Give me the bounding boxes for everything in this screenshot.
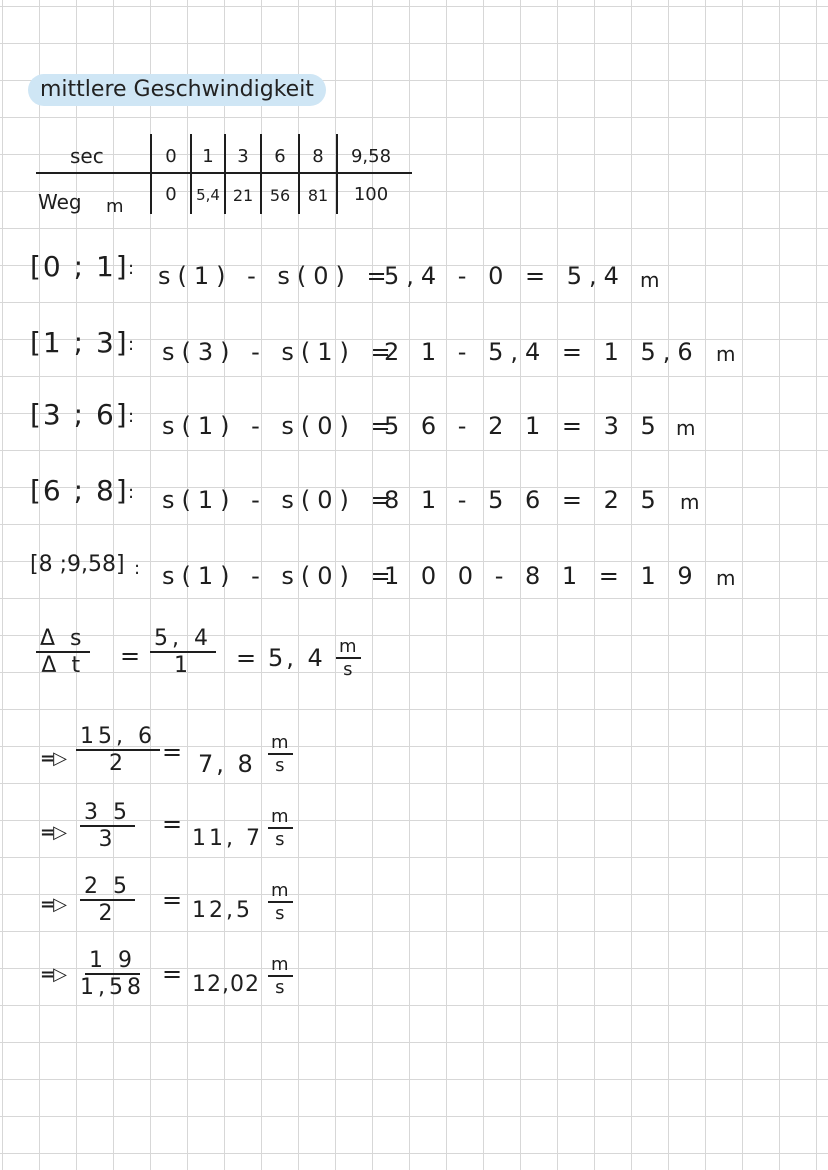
result-value: 12,02 — [192, 972, 260, 997]
equals-sign: = — [120, 642, 144, 670]
table-cell-time: 8 — [312, 146, 324, 167]
fraction-denominator: 1,58 — [80, 975, 145, 1000]
interval-lhs: s(3) - s(1) = — [162, 338, 398, 366]
interval-separator: : — [128, 258, 142, 279]
result-fraction — [80, 800, 135, 852]
result-fraction — [76, 724, 160, 776]
unit-numerator: m — [336, 636, 361, 659]
interval-expression: 5 6 - 2 1 = 3 5 — [384, 412, 663, 440]
interval-lhs: s(1) - s(0) = — [162, 412, 398, 440]
interval-separator: : — [128, 406, 142, 427]
implies-arrow: =▷ — [40, 964, 65, 985]
interval-label: [6 ; 8] — [30, 474, 129, 507]
fraction-numerator: 15, 6 — [76, 724, 160, 751]
fraction-numerator: 5, 4 — [150, 626, 216, 653]
interval-label: [1 ; 3] — [30, 326, 129, 359]
result-fraction — [76, 948, 149, 1000]
equals-sign: = — [162, 738, 186, 766]
unit-numerator: m — [268, 806, 293, 829]
delta-fraction — [36, 626, 90, 678]
table-cell-distance: 81 — [307, 186, 329, 205]
result-value: 11, 7 — [192, 826, 263, 851]
unit-denominator: s — [275, 977, 286, 998]
unit-denominator: s — [275, 903, 286, 924]
interval-label: [3 ; 6] — [30, 398, 129, 431]
table-row-label-sec: sec — [70, 144, 104, 168]
table-row-unit: m — [106, 196, 124, 217]
unit-fraction — [336, 636, 361, 680]
implies-arrow: =▷ — [40, 748, 65, 769]
interval-separator: : — [128, 334, 142, 355]
table-cell-distance: 21 — [232, 186, 254, 205]
unit-denominator: s — [275, 829, 286, 850]
interval-lhs: s(1) - s(0) = — [158, 262, 394, 290]
implies-arrow: =▷ — [40, 894, 65, 915]
delta-t: Δ t — [41, 653, 85, 678]
table-cell-time: 1 — [202, 146, 214, 167]
equals-sign: = — [162, 960, 186, 988]
unit-numerator: m — [268, 732, 293, 755]
interval-unit: m — [640, 268, 667, 292]
table-column-line — [336, 134, 338, 214]
table-cell-distance: 56 — [269, 186, 291, 205]
fraction-numerator: 2 5 — [80, 874, 135, 901]
table-row-label-weg: Weg — [38, 190, 82, 214]
fraction-numerator: 3 5 — [80, 800, 135, 827]
value-fraction — [150, 626, 216, 678]
fraction-denominator: 1 — [173, 653, 192, 678]
fraction-denominator: 2 — [98, 901, 117, 926]
result-value: 7, 8 — [198, 750, 256, 778]
interval-expression: 2 1 - 5,4 = 1 5,6 — [384, 338, 700, 366]
table-cell-time: 6 — [274, 146, 286, 167]
unit-numerator: m — [268, 880, 293, 903]
equals-sign: = — [236, 644, 260, 672]
unit-denominator: s — [343, 659, 354, 680]
interval-lhs: s(1) - s(0) = — [162, 486, 398, 514]
result-value: 5, 4 — [268, 644, 326, 672]
table-axis-line — [150, 134, 152, 214]
delta-s: Δ s — [36, 626, 90, 653]
unit-numerator: m — [268, 954, 293, 977]
interval-separator: : — [128, 482, 142, 503]
interval-unit: m — [716, 566, 743, 590]
interval-expression: 8 1 - 5 6 = 2 5 — [384, 486, 663, 514]
unit-fraction — [268, 732, 293, 776]
interval-unit: m — [680, 490, 707, 514]
unit-fraction — [268, 954, 293, 998]
table-cell-distance: 0 — [165, 184, 177, 205]
interval-label: [8 ;9,58] — [30, 552, 125, 577]
interval-separator: : — [134, 558, 148, 579]
unit-fraction — [268, 806, 293, 850]
interval-expression: 5,4 - 0 = 5,4 — [384, 262, 626, 290]
interval-lhs: s(1) - s(0) = — [162, 562, 398, 590]
fraction-denominator: 2 — [108, 751, 127, 776]
page-title: mittlere Geschwindigkeit — [28, 74, 326, 106]
result-fraction — [80, 874, 135, 926]
table-cell-distance: 5,4 — [196, 186, 220, 204]
unit-denominator: s — [275, 755, 286, 776]
equals-sign: = — [162, 886, 186, 914]
interval-label: [0 ; 1] — [30, 250, 129, 283]
interval-unit: m — [676, 416, 703, 440]
interval-unit: m — [716, 342, 743, 366]
fraction-numerator: 1 9 — [85, 948, 140, 975]
implies-arrow: =▷ — [40, 822, 65, 843]
table-cell-distance: 100 — [353, 184, 389, 205]
table-cell-time: 0 — [165, 146, 177, 167]
fraction-denominator: 3 — [98, 827, 117, 852]
unit-fraction — [268, 880, 293, 924]
equals-sign: = — [162, 810, 186, 838]
result-value: 12,5 — [192, 898, 253, 923]
interval-expression: 1 0 0 - 8 1 = 1 9 — [384, 562, 700, 590]
table-cell-time: 9,58 — [350, 146, 392, 167]
table-cell-time: 3 — [237, 146, 249, 167]
